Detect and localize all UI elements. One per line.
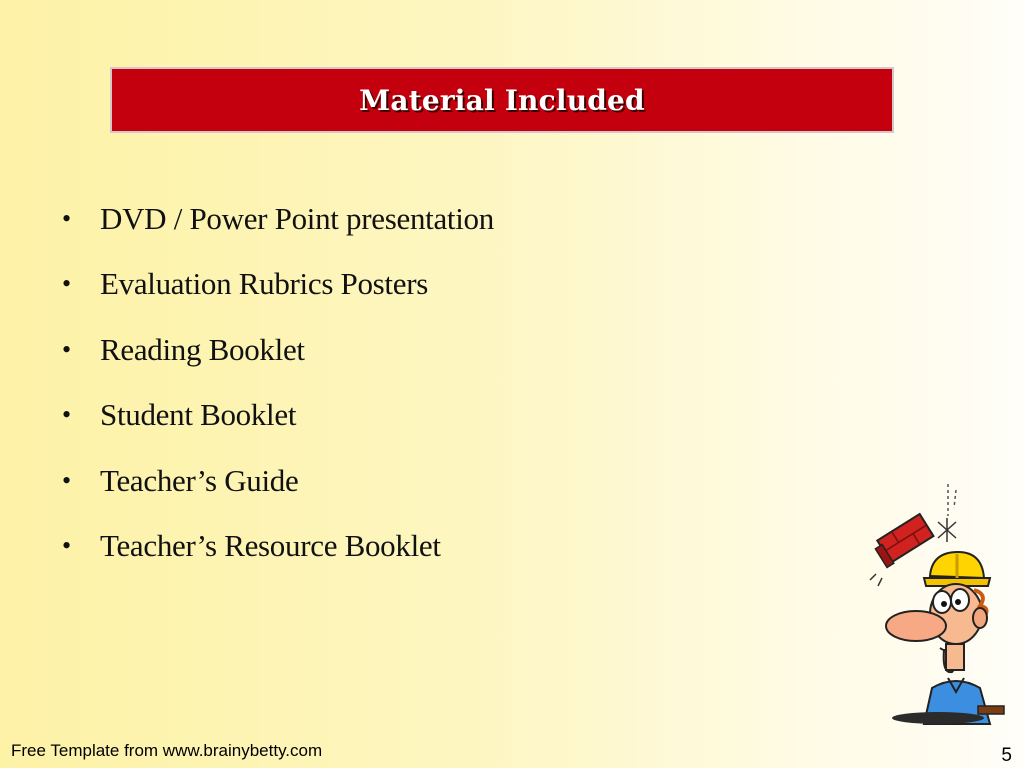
list-item <box>62 317 494 383</box>
bullet-icon: • <box>62 269 71 299</box>
list-item <box>62 252 494 318</box>
title-bar <box>110 67 894 133</box>
slide-title: Material Included <box>359 83 645 117</box>
bullet-icon: • <box>62 531 71 561</box>
list-item-text: Teacher’s Resource Booklet <box>100 528 441 564</box>
bullet-list <box>62 186 494 579</box>
footer-credit: Free Template from www.brainybetty.com <box>11 741 323 760</box>
list-item <box>62 514 494 580</box>
list-item-text: Evaluation Rubrics Posters <box>100 266 428 302</box>
list-item <box>62 186 494 252</box>
bullet-icon: • <box>62 400 71 430</box>
bullet-icon: • <box>62 334 71 364</box>
page-number: 5 <box>1001 745 1012 766</box>
list-item-text: Reading Booklet <box>100 331 305 367</box>
list-item <box>62 383 494 449</box>
list-item-text: DVD / Power Point presentation <box>100 200 494 236</box>
list-item <box>62 448 494 514</box>
bullet-icon: • <box>62 203 71 233</box>
list-item-text: Student Booklet <box>100 397 297 433</box>
bullet-icon: • <box>62 465 71 495</box>
list-item-text: Teacher’s Guide <box>100 462 299 498</box>
construction-worker-hit-by-brick-icon <box>862 478 1012 728</box>
